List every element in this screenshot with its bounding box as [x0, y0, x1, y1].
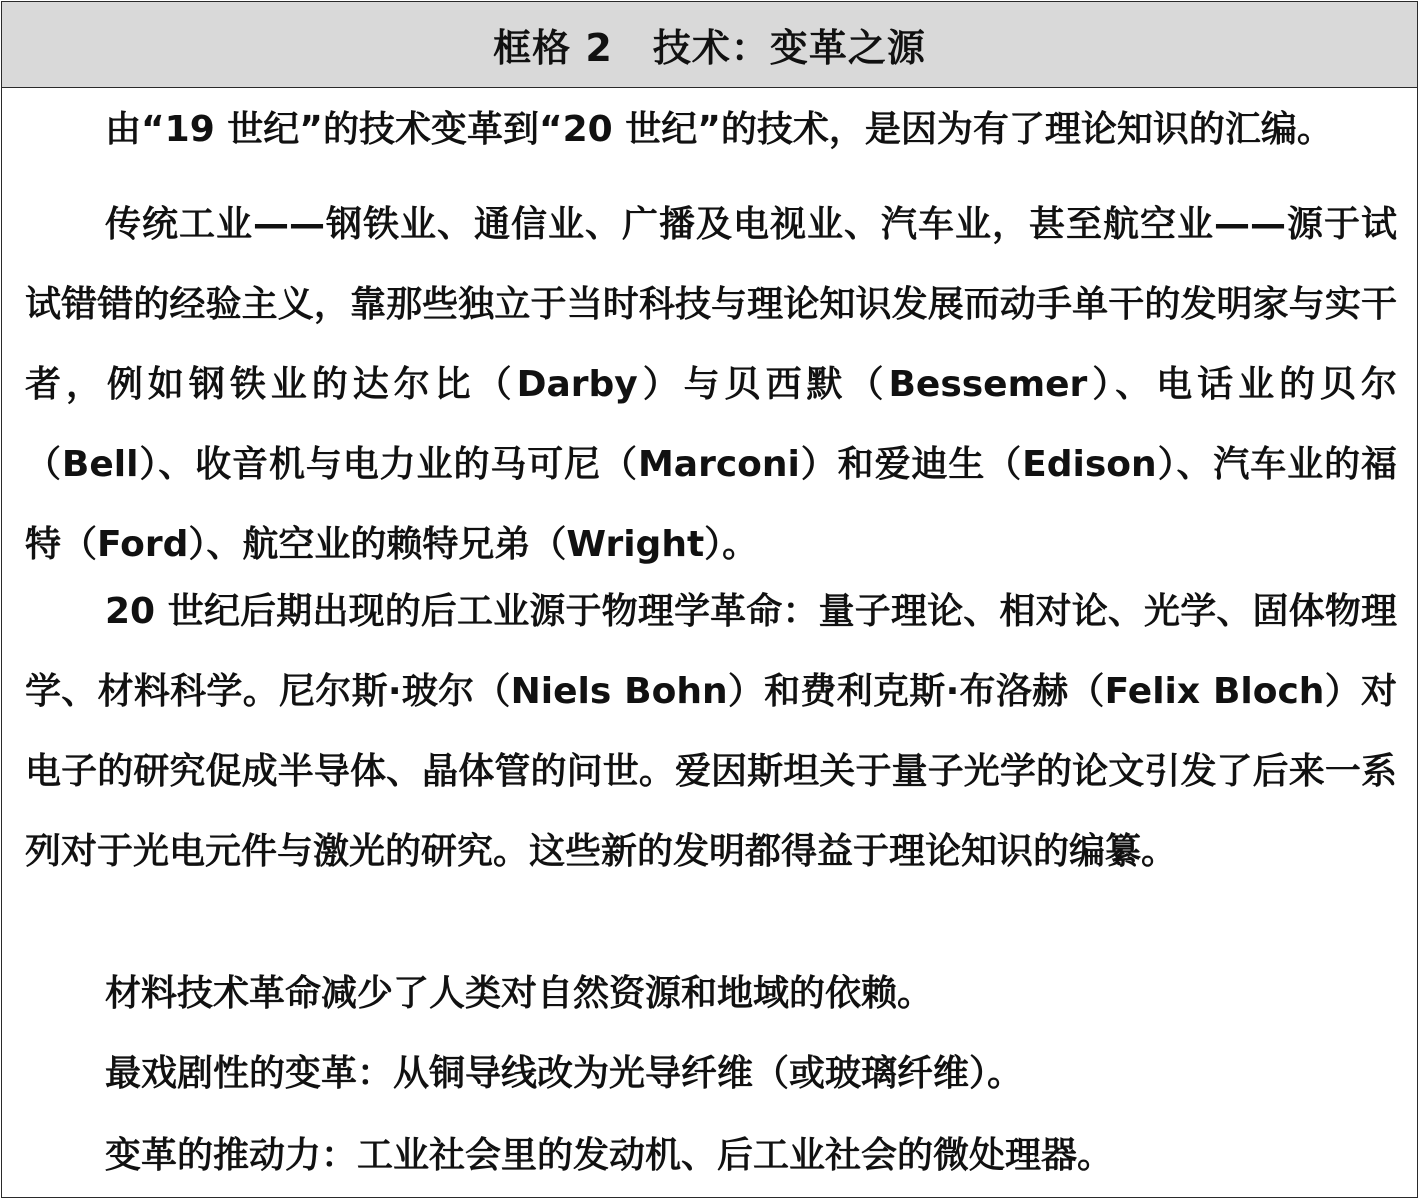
box-title: [2, 2, 1417, 88]
paragraph-3: 20 世纪后期出现的后工业源于物理学革命：量子理论、相对论、光学、固体物理学、材料科学。尼尔斯·玻尔（Niels Bohn）和费利克斯·布洛赫（Felix Bloch）对电子的研究促成半导体、晶体管的问世。爱因斯坦关于量子光学的论文引发了后来一系列对于光电元件与激光的研究。这些新的发明都得益于理论知识的编纂。: [25, 591, 1397, 872]
box-title-label: 框格 2: [493, 26, 613, 70]
paragraph-2: 传统工业——钢铁业、通信业、广播及电视业、汽车业，甚至航空业——源于试试错错的经验主义，靠那些独立于当时科技与理论知识发展而动手单干的发明家与实干者，例如钢铁业的达尔比（Darby）与贝西默（Bessemer）、电话业的贝尔（Bell）、收音机与电力业的马可尼（Marconi）和爱迪生（Edison）、汽车业的福特（Ford）、航空业的赖特兄弟（Wright）。: [25, 204, 1397, 565]
paragraph-1: 由“19 世纪”的技术变革到“20 世纪”的技术，是因为有了理论知识的汇编。: [105, 109, 1333, 150]
paragraph-5: 最戏剧性的变革：从铜导线改为光导纤维（或玻璃纤维）。: [105, 1053, 1024, 1094]
paragraph-6: 变革的推动力：工业社会里的发动机、后工业社会的微处理器。: [105, 1135, 1114, 1176]
box-title-text: 技术：变革之源: [652, 26, 926, 70]
paragraph-4: 材料技术革命减少了人类对自然资源和地域的依赖。: [105, 973, 934, 1014]
